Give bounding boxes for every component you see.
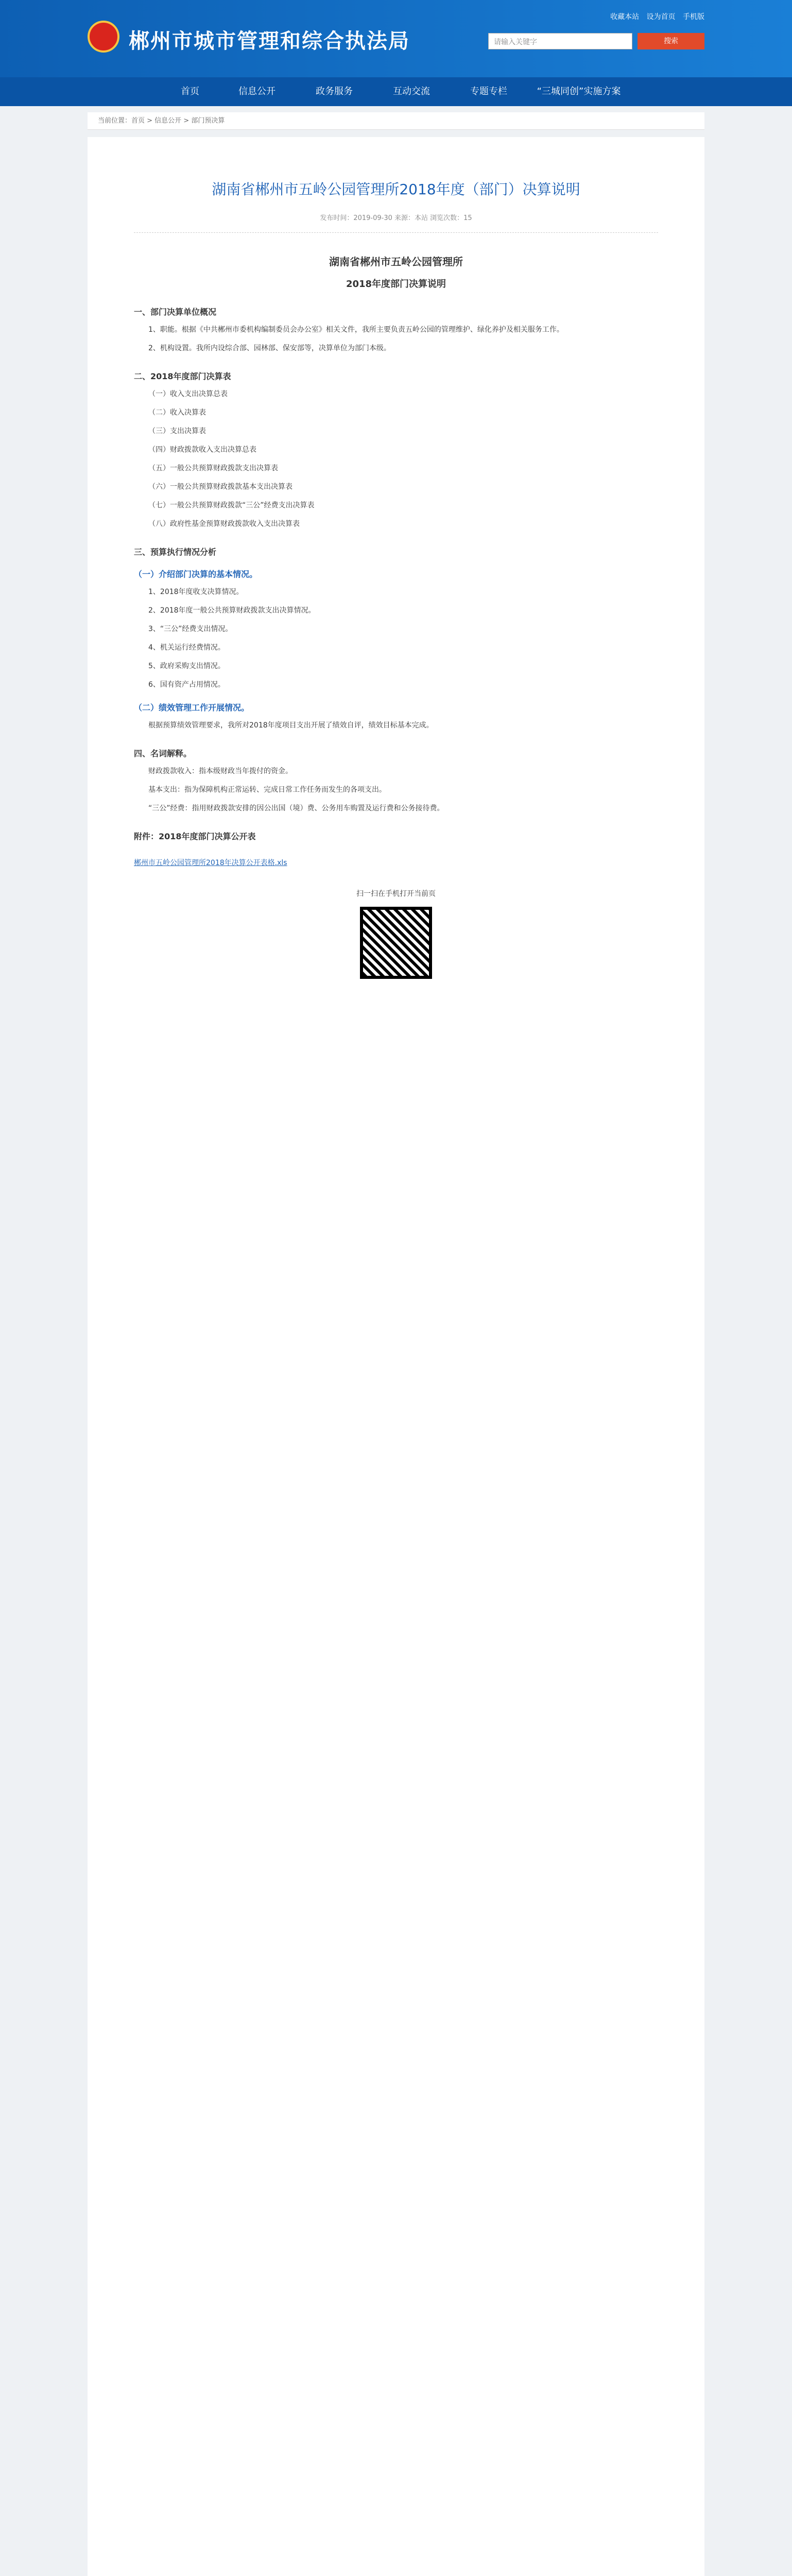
- paragraph: 2、2018年度一般公共预算财政拨款支出决算情况。: [148, 606, 316, 615]
- top-links: [605, 11, 704, 22]
- article-meta: 发布时间：2019-09-30 来源：本站 浏览次数：15: [134, 212, 658, 233]
- qr-code-icon: [360, 907, 432, 979]
- paragraph: 财政拨款收入：指本级财政当年拨付的资金。: [148, 767, 292, 775]
- paragraph: （八）政府性基金预算财政拨款收入支出决算表: [148, 520, 300, 528]
- attachment-heading: 附件：2018年度部门决算公开表: [134, 832, 256, 841]
- article: [88, 137, 704, 2576]
- search-input[interactable]: 请输入关键字: [488, 33, 632, 49]
- nav-service[interactable]: 政务服务: [316, 86, 353, 97]
- paragraph: 4、机关运行经费情况。: [148, 643, 225, 652]
- paragraph: 3、“三公”经费支出情况。: [148, 625, 233, 633]
- paragraph: （七）一般公共预算财政拨款“三公”经费支出决算表: [148, 501, 315, 510]
- sub-heading: （一）介绍部门决算的基本情况。: [134, 569, 258, 579]
- site-header: [0, 0, 792, 77]
- emblem-icon: [88, 21, 119, 53]
- paragraph: 5、政府采购支出情况。: [148, 662, 225, 670]
- paragraph: “三公”经费：指用财政拨款安排的因公出国（境）费、公务用车购置及运行费和公务接待费。: [148, 804, 444, 812]
- section-heading: 一、部门决算单位概况: [134, 307, 217, 317]
- attachment-link[interactable]: 郴州市五岭公园管理所2018年决算公开表格.xls: [134, 859, 287, 867]
- nav-home[interactable]: 首页: [181, 86, 199, 97]
- section-heading: 四、名词解释。: [134, 749, 192, 758]
- search-button[interactable]: 搜索: [638, 33, 704, 49]
- paragraph: 1、职能。根据《中共郴州市委机构编制委员会办公室》相关文件，我所主要负责五岭公园的管理维护、绿化养护及相关服务工作。: [148, 326, 564, 334]
- org-title: 湖南省郴州市五岭公园管理所: [329, 256, 463, 268]
- paragraph: （五）一般公共预算财政拨款支出决算表: [148, 464, 278, 472]
- top-link-favorite[interactable]: 收藏本站: [610, 13, 640, 21]
- report-title: 2018年度部门决算说明: [346, 279, 446, 290]
- paragraph: （三）支出决算表: [148, 427, 206, 435]
- paragraph: 根据预算绩效管理要求，我所对2018年度项目支出开展了绩效自评，绩效目标基本完成。: [148, 721, 434, 730]
- sub-heading: （二）绩效管理工作开展情况。: [134, 703, 250, 713]
- site-title: 郴州市城市管理和综合执法局: [129, 29, 410, 53]
- qr-label: 扫一扫在手机打开当前页: [356, 890, 436, 898]
- breadcrumb: 当前位置：首页 > 信息公开 > 部门预决算: [88, 112, 704, 130]
- paragraph: 2、机构设置。我所内设综合部、园林部、保安部等，决算单位为部门本级。: [148, 344, 391, 352]
- nav-three-city[interactable]: “三城同创”实施方案: [537, 86, 621, 97]
- main-nav: [0, 77, 792, 106]
- top-link-home[interactable]: 设为首页: [646, 13, 676, 21]
- paragraph: （六）一般公共预算财政拨款基本支出决算表: [148, 483, 292, 491]
- paragraph: （一）收入支出决算总表: [148, 390, 228, 398]
- nav-interact[interactable]: 互动交流: [393, 86, 430, 97]
- top-link-mobile[interactable]: 手机版: [683, 13, 704, 21]
- paragraph: （四）财政拨款收入支出决算总表: [148, 446, 256, 454]
- page-title: 湖南省郴州市五岭公园管理所2018年度（部门）决算说明: [212, 181, 580, 198]
- paragraph: 6、国有资产占用情况。: [148, 681, 225, 689]
- paragraph: （二）收入决算表: [148, 409, 206, 417]
- nav-info[interactable]: 信息公开: [238, 86, 276, 97]
- nav-topics[interactable]: 专题专栏: [470, 86, 507, 97]
- paragraph: 1、2018年度收支决算情况。: [148, 588, 244, 596]
- section-heading: 二、2018年度部门决算表: [134, 371, 231, 381]
- section-heading: 三、预算执行情况分析: [134, 547, 217, 557]
- paragraph: 基本支出：指为保障机构正常运转、完成日常工作任务而发生的各项支出。: [148, 786, 386, 794]
